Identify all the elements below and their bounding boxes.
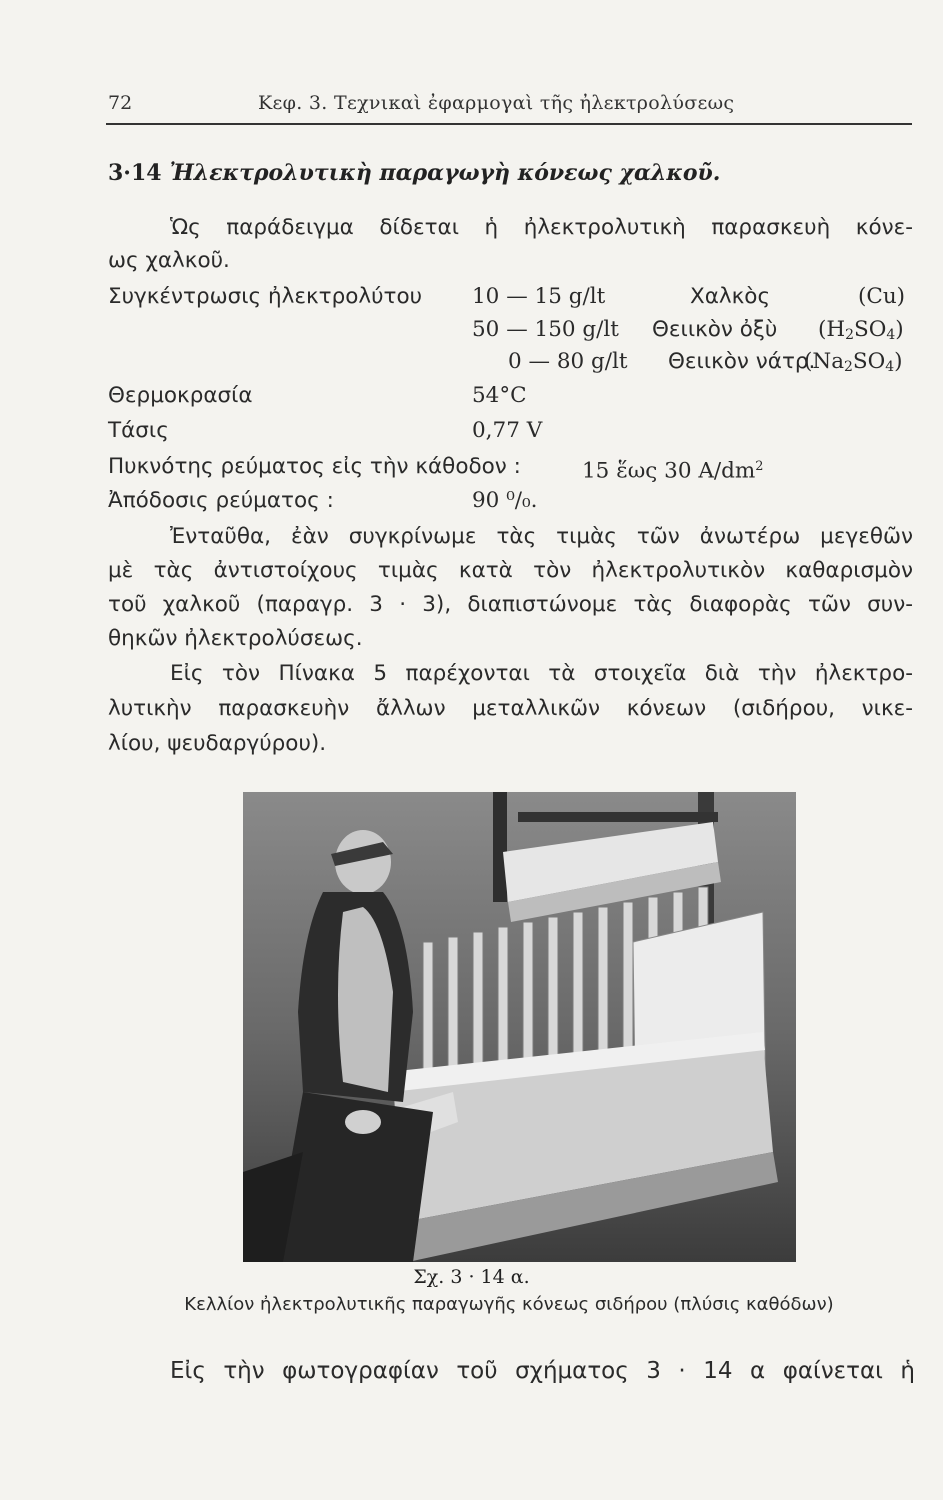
conc-range-na2so4: 0 — 80 g/lt (508, 349, 628, 374)
voltage-label: Τάσις (108, 418, 169, 443)
paragraph2-line: λυτικὴν παρασκευὴν ἄλλων μεταλλικῶν κόνεων (σιδήρου, νικε- (108, 696, 913, 721)
section-heading: Ἠλεκτρολυτικὴ παραγωγὴ κόνεως χαλκοῦ. (169, 160, 721, 186)
intro-line-2: ως χαλκοῦ. (108, 248, 230, 273)
header-rule (106, 123, 912, 125)
figure-label: Σχ. 3 · 14 α. (413, 1266, 530, 1288)
paragraph2-line: Εἰς τὸν Πίνακα 5 παρέχονται τὰ στοιχεῖα διὰ τὴν ἠλεκτρο- (170, 661, 913, 686)
temperature-value: 54°C (472, 383, 527, 408)
section-number: 3·14 (108, 160, 162, 186)
conc-formula-na2so4: $(Na_2SO_4)$ (804, 349, 903, 375)
voltage-value: 0,77 V (472, 418, 543, 443)
efficiency-label: Ἀπόδοσις ρεύματος : (108, 488, 334, 513)
temperature-label: Θερμοκρασία (108, 383, 253, 408)
conc-formula-cu: (Cu) (858, 284, 906, 309)
conc-name-na2so4: Θειικὸν νάτρ. (668, 349, 816, 374)
electrolytic-cell-photo (243, 792, 796, 1262)
paragraph2-line: λίου, ψευδαργύρου). (108, 731, 327, 756)
paragraph1-line: τοῦ χαλκοῦ (παραγρ. 3 · 3), διαπιστώνομε τὰς διαφορὰς τῶν συν- (108, 592, 913, 617)
concentration-label: Συγκέντρωσις ἠλεκτρολύτου (108, 284, 423, 309)
efficiency-value: 90 ⁰/₀. (472, 488, 538, 513)
conc-name-cu: Χαλκὸς (690, 284, 771, 309)
paragraph1-line: μὲ τὰς ἀντιστοίχους τιμὰς κατὰ τὸν ἠλεκτρολυτικὸν καθαρισμὸν (108, 558, 913, 583)
conc-formula-h2so4: $(H_2SO_4)$ (818, 317, 904, 343)
conc-name-h2so4: Θειικὸν ὀξὺ (652, 317, 778, 342)
closing-line: Εἰς τὴν φωτογραφίαν τοῦ σχήματος 3 · 14 α φαίνεται ἡ (170, 1358, 915, 1384)
conc-range-cu: 10 — 15 g/lt (472, 284, 606, 309)
paragraph1-line: θηκῶν ἠλεκτρολύσεως. (108, 626, 363, 651)
density-label: Πυκνότης ρεύματος εἰς τὴν κάθοδον : (108, 454, 521, 479)
running-title: Κεφ. 3. Τεχνικαὶ ἐφαρμογαὶ τῆς ἠλεκτρολύσεως (258, 92, 735, 114)
density-value: 15 ἕως 30 $A/dm^2$ (582, 458, 764, 484)
paragraph1-line: Ἐνταῦθα, ἐὰν συγκρίνωμε τὰς τιμὰς τῶν ἀνωτέρω μεγεθῶν (170, 524, 913, 549)
conc-range-h2so4: 50 — 150 g/lt (472, 317, 619, 342)
intro-line-1: Ὡς παράδειγμα δίδεται ἡ ἠλεκτρολυτικὴ παρασκευὴ κόνε- (170, 215, 913, 240)
section-title (108, 160, 720, 186)
page-number: 72 (108, 92, 133, 114)
figure-photo (243, 792, 796, 1262)
figure-caption: Κελλίον ἠλεκτρολυτικῆς παραγωγῆς κόνεως σιδήρου (πλύσις καθόδων) (184, 1294, 834, 1315)
